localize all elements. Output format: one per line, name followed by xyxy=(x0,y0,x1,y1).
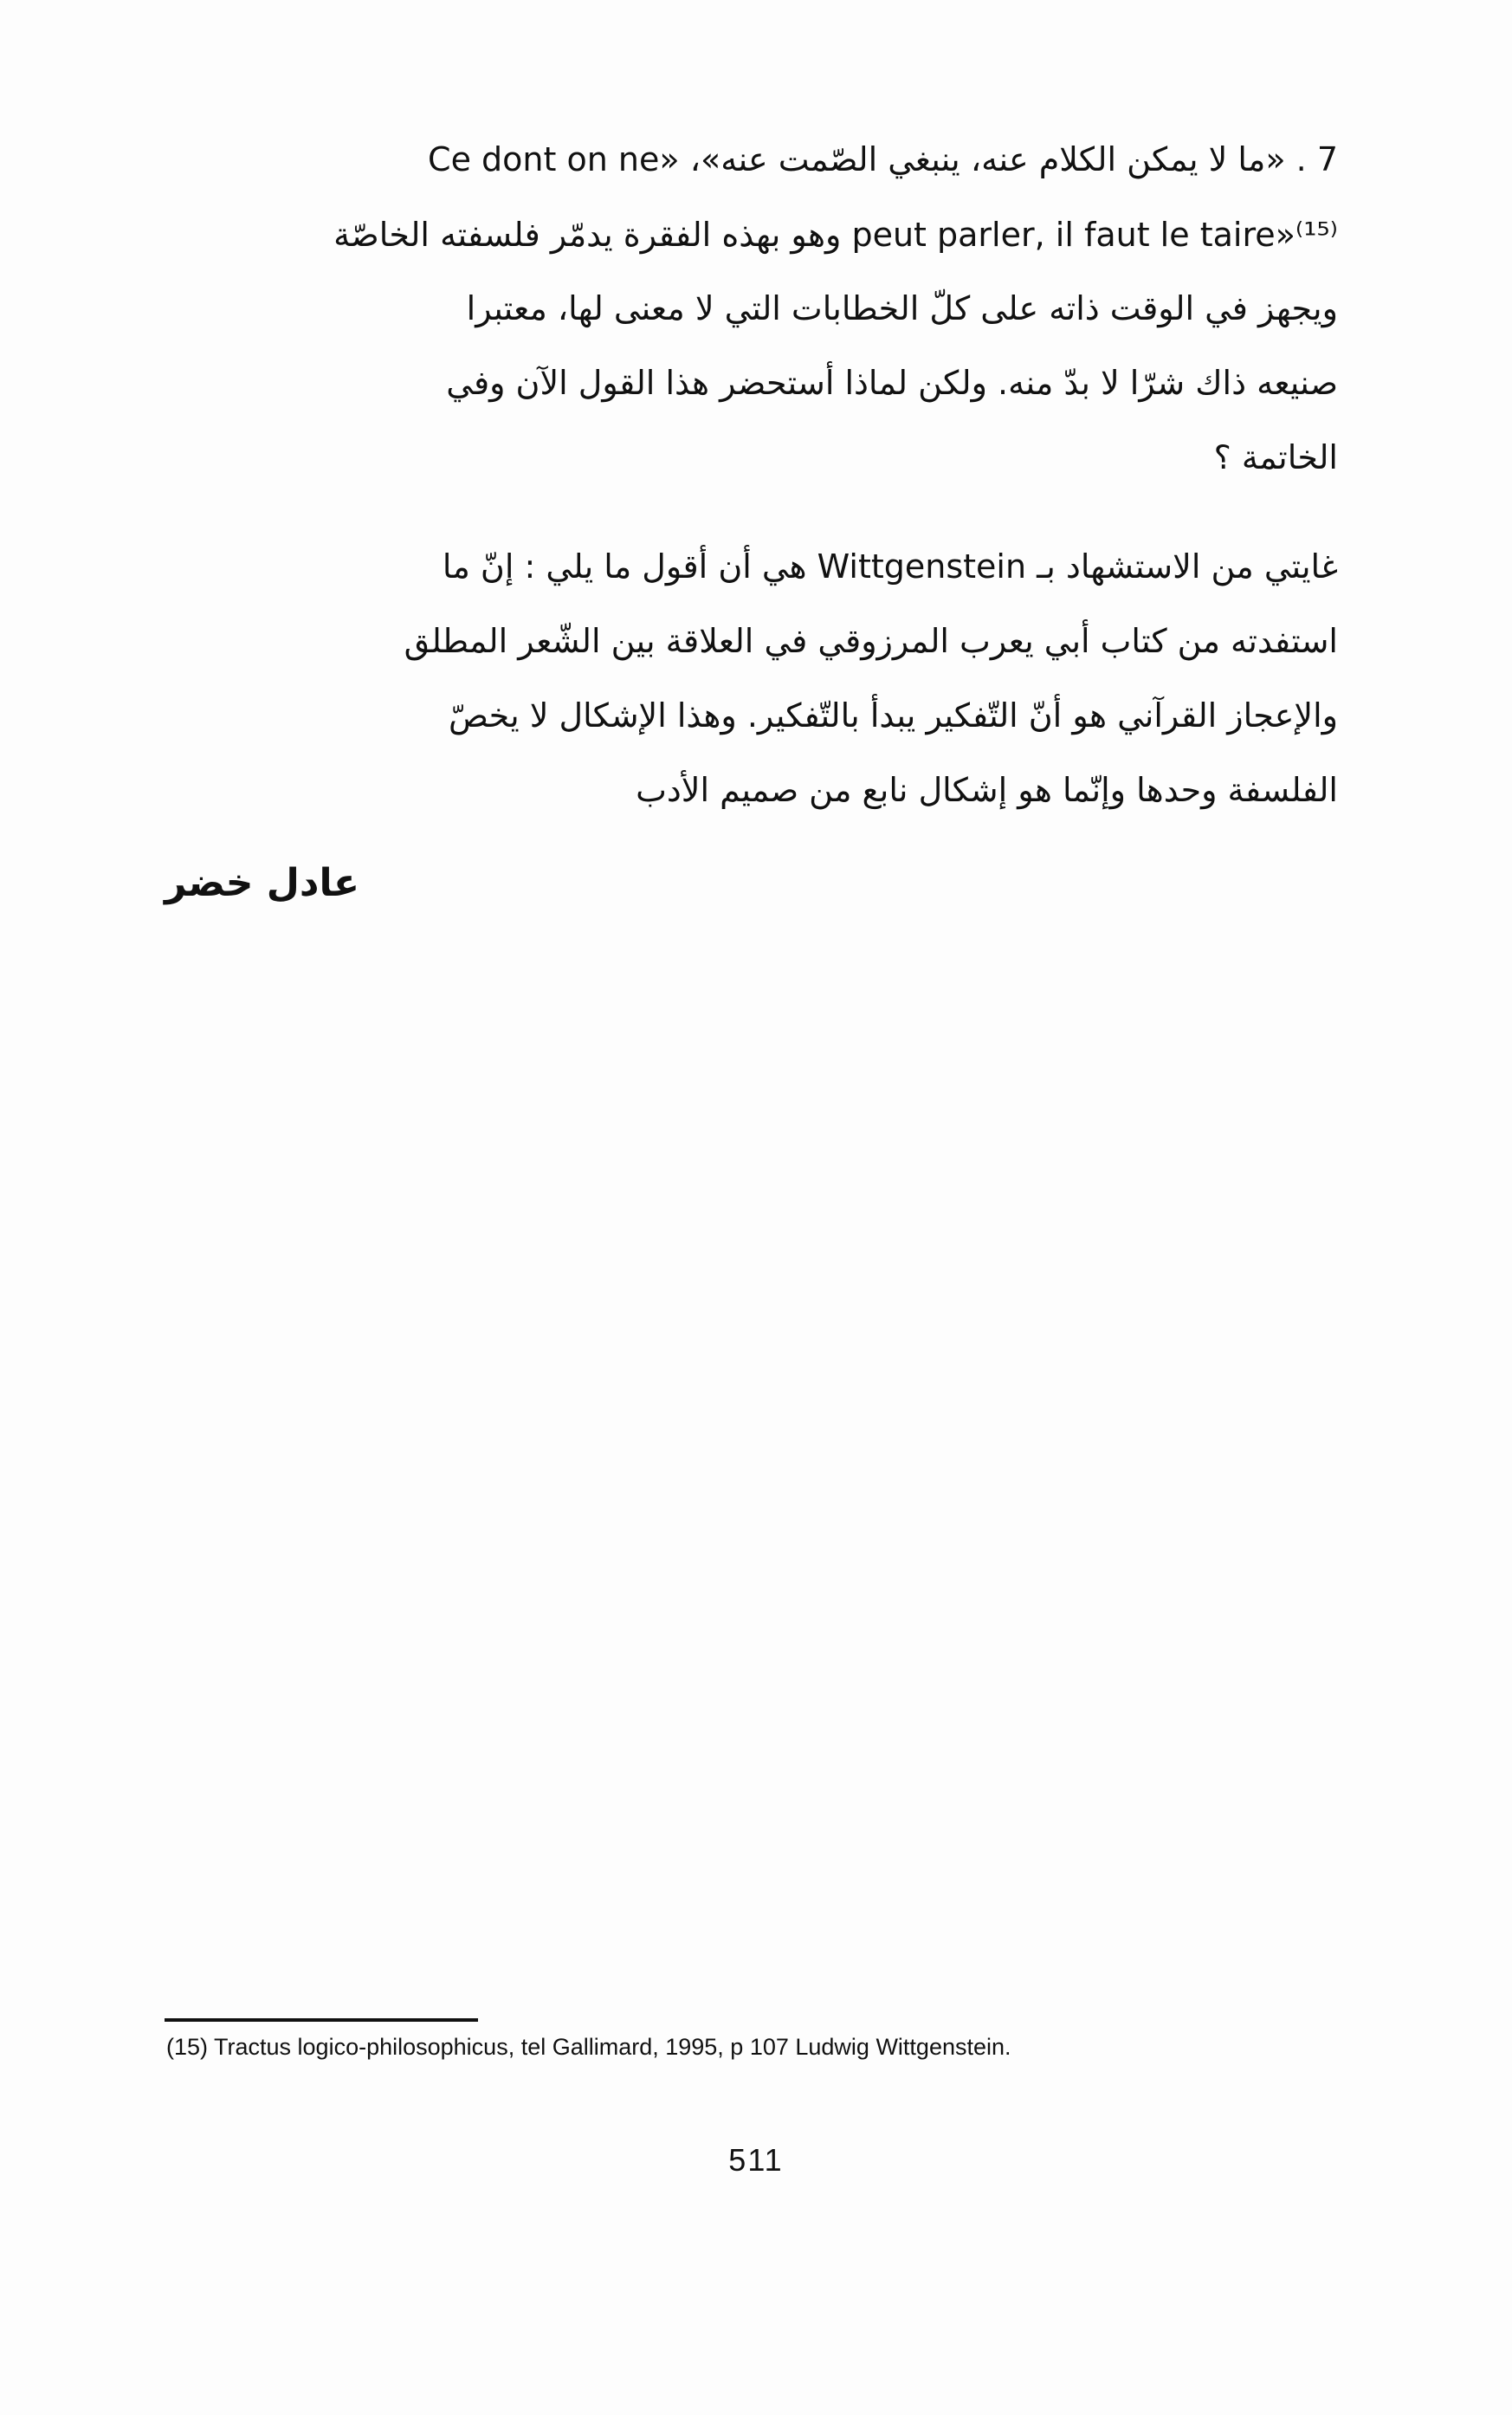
body-line-1: 7 . «ما لا يمكن الكلام عنه، ينبغي الصّمت عنه»، «Ce dont on ne xyxy=(428,140,1338,178)
footnote-divider xyxy=(165,2018,478,2022)
body-line-7: استفدته من كتاب أبي يعرب المرزوقي في العلاقة بين الشّعر المطلق xyxy=(404,622,1338,660)
author-signature: عادل خضر xyxy=(165,861,360,905)
body-line-3: ويجهز في الوقت ذاته على كلّ الخطابات التي لا معنى لها، معتبرا xyxy=(466,289,1338,327)
body-line-4: صنيعه ذاك شرّا لا بدّ منه. ولكن لماذا أستحضر هذا القول الآن وفي xyxy=(446,364,1338,402)
body-line-5: الخاتمة ؟ xyxy=(1213,438,1338,476)
body-line-2: peut parler, il faut le taire»⁽¹⁵⁾ وهو بهذه الفقرة يدمّر فلسفته الخاصّة xyxy=(333,216,1338,254)
footnote: (15) Tractus logico-philosophicus, tel Gallimard, 1995, p 107 Ludwig Wittgenstein. xyxy=(166,2034,1011,2060)
body-line-6: غايتي من الاستشهاد بـ Wittgenstein هي أن أقول ما يلي : إنّ ما xyxy=(442,547,1338,586)
body-line-9: الفلسفة وحدها وإنّما هو إشكال نابع من صميم الأدب xyxy=(636,771,1338,809)
page-number: 511 xyxy=(728,2142,784,2178)
body-line-8: والإعجاز القرآني هو أنّ التّفكير يبدأ بالتّفكير. وهذا الإشكال لا يخصّ xyxy=(449,696,1338,735)
